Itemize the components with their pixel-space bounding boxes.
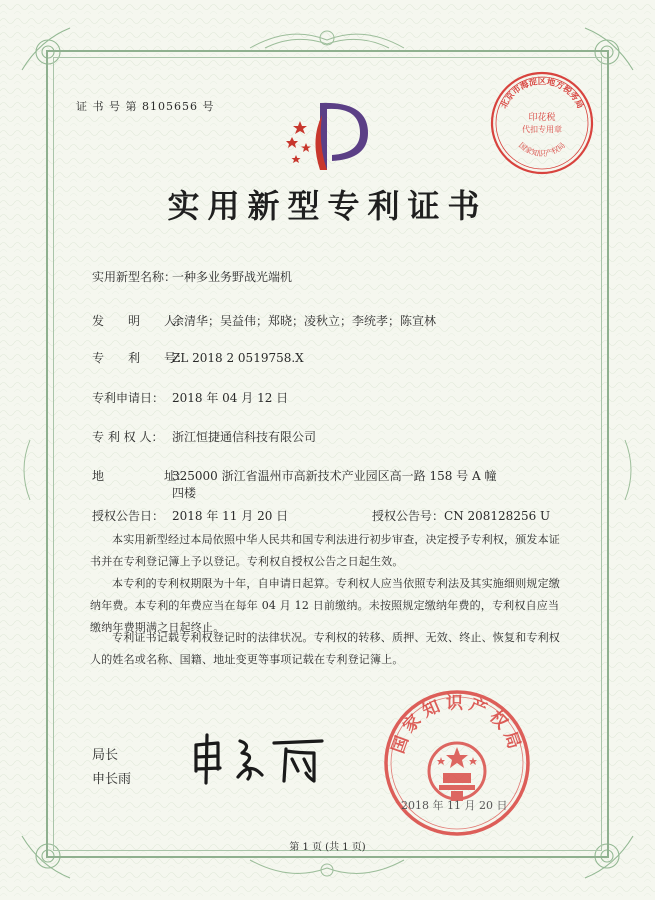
field-grant-date xyxy=(92,507,288,524)
official-seal xyxy=(383,689,531,837)
tax-stamp-ring-text: 北京市海淀区地方税务局 xyxy=(499,77,585,111)
field-grant-number xyxy=(372,507,550,524)
certificate-title: 实用新型专利证书 xyxy=(167,187,488,225)
field-grant-date-label: 授权公告日： xyxy=(92,509,165,523)
field-patent-number-value: ZL 2018 2 0519758.X xyxy=(172,351,304,365)
field-address-line1: 325000 浙江省温州市高新技术产业园区高一路 158 号 A 幢 xyxy=(172,469,497,483)
field-patentee-label: 专 利 权 人： xyxy=(92,430,164,444)
tax-stamp-center-line1: 印花税 xyxy=(528,113,556,123)
field-patentee xyxy=(92,428,316,445)
field-inventors-label: 发 明 人： xyxy=(92,314,189,328)
field-address-label: 地 址： xyxy=(92,469,189,483)
signatory-name: 申长雨 xyxy=(92,772,132,787)
field-inventors-value: 余清华；吴益伟；郑晓；凌秋立；李统孝；陈宣林 xyxy=(172,314,437,328)
seal-date: 2018 年 11 月 20 日 xyxy=(401,799,508,812)
signatory-title: 局长 xyxy=(92,748,119,763)
field-filing-date-value: 2018 年 04 月 12 日 xyxy=(172,391,289,405)
svg-text:国家知识产权局 xyxy=(388,693,525,756)
field-address xyxy=(92,467,496,484)
field-name xyxy=(92,268,292,285)
tax-stamp-bottom-text: 国家知识产权局 xyxy=(517,140,567,159)
field-patentee-value: 浙江恒捷通信科技有限公司 xyxy=(172,430,317,444)
field-address-line2: 四楼 xyxy=(172,486,197,500)
field-patent-number xyxy=(92,349,304,366)
field-name-label: 实用新型名称： xyxy=(92,270,177,284)
tax-stamp-seal xyxy=(489,70,595,176)
field-filing-date xyxy=(92,389,288,406)
page-footer: 第 1 页 (共 1 页) xyxy=(289,842,366,853)
svg-text:北京市海淀区地方税务局 xyxy=(498,76,585,111)
field-grant-number-label: 授权公告号： xyxy=(372,509,445,523)
handwritten-signature xyxy=(190,731,330,786)
field-inventors xyxy=(92,312,436,329)
paragraph-3: 专利证书记载专利权登记时的法律状况。专利权的转移、质押、无效、终止、恢复和专利权人的姓名或名称、国籍、地址变更等事项记载在专利登记簿上。 xyxy=(90,631,560,666)
field-patent-number-label: 专 利 号： xyxy=(92,351,189,365)
tax-stamp-center-line2: 代扣专用章 xyxy=(522,125,562,134)
field-grant-date-value: 2018 年 11 月 20 日 xyxy=(172,509,289,523)
paragraph-1: 本实用新型经过本局依照中华人民共和国专利法进行初步审查，决定授予专利权，颁发本证书并在专利登记簿上予以登记。专利权自授权公告之日起生效。 xyxy=(90,533,560,568)
field-filing-date-label: 专利申请日： xyxy=(92,391,165,405)
field-name-value: 一种多业务野战光端机 xyxy=(172,270,293,284)
paragraph-2: 本专利的专利权期限为十年，自申请日起算。专利权人应当依照专利法及其实施细则规定缴纳年费。本专利的年费应当在每年 04 月 12 日前缴纳。未按照规定缴纳年费的，专利权自应当缴纳年费期满之日起终止。 xyxy=(90,577,560,634)
certificate-number: 证 书 号 第 8105656 号 xyxy=(76,100,215,113)
svg-text:国家知识产权局 xyxy=(517,141,567,158)
patent-office-logo-icon xyxy=(280,95,380,175)
field-grant-number-value: CN 208128256 U xyxy=(444,509,551,523)
official-seal-ring-text: 国家知识产权局 xyxy=(388,693,526,757)
